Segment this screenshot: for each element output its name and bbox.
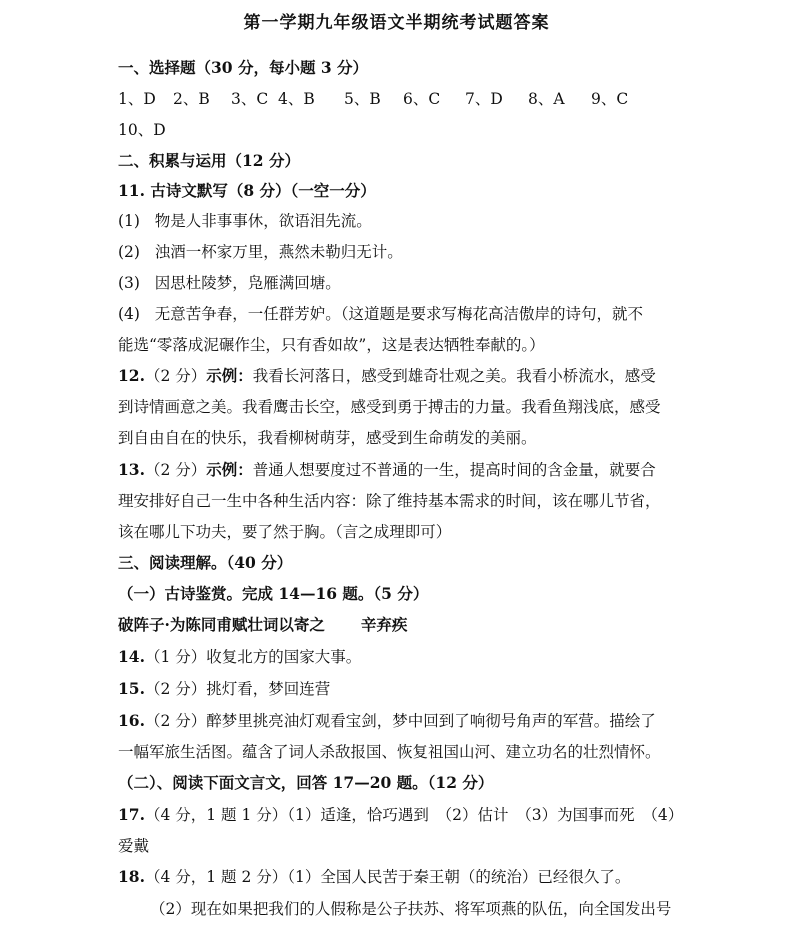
answer-5: 5、B	[344, 90, 381, 108]
q14-line	[118, 647, 361, 667]
answer-2: 2、B	[173, 90, 210, 108]
q16-text-1: （2 分）醉梦里挑亮油灯观看宝剑，梦中回到了响彻号角声的军营。描绘了	[144, 712, 656, 730]
q16-num: 16.	[118, 711, 145, 730]
answer-7: 7、D	[465, 90, 503, 108]
q11-item-1	[118, 211, 372, 231]
section-3-heading: 三、阅读理解。（40 分）	[118, 553, 293, 572]
q14-text: （1 分）收复北方的国家大事。	[144, 648, 362, 666]
section-1-heading: 一、选择题（30 分，每小题 3 分）	[118, 58, 369, 77]
q11-item-1-text: 物是人非事事休，欲语泪先流。	[154, 212, 372, 230]
q18-num: 18.	[118, 867, 145, 886]
q17-text-1: （4 分，1 题 1 分）（1）适逢，恰巧遇到 （2）估计 （3）为国事而死 （4）	[144, 806, 684, 824]
answer-8: 8、A	[528, 90, 565, 108]
q17-line-1	[118, 805, 683, 825]
q15-text: （2 分）挑灯看，梦回连营	[144, 680, 331, 698]
q13-score: （2 分）	[144, 461, 207, 479]
q11-item-4	[118, 304, 643, 324]
answer-1: 1、D	[118, 90, 156, 108]
q13-num: 13.	[118, 460, 145, 479]
q11-item-1-num: (1)	[118, 212, 140, 230]
q11-item-2-num: (2)	[118, 243, 140, 261]
answer-3: 3、C	[231, 90, 269, 108]
q11-note-continued: 能选“零落成泥碾作尘，只有香如故”，这是表达牺牲奉献的。）	[118, 336, 545, 354]
poem-author: 辛弃疾	[360, 615, 408, 634]
q12-num: 12.	[118, 366, 145, 385]
q18-text-1: （4 分，1 题 2 分）（1）全国人民苦于秦王朝（的统治）已经很久了。	[144, 868, 631, 886]
q15-num: 15.	[118, 679, 145, 698]
q12-text-1: 我看长河落日，感受到雄奇壮观之美。我看小桥流水，感受	[252, 367, 656, 385]
answer-4: 4、B	[278, 90, 315, 108]
q11-item-4-num: (4)	[118, 305, 140, 323]
q13-line-1	[118, 460, 656, 480]
q11-item-3-text: 因思杜陵梦，凫雁满回塘。	[154, 274, 341, 292]
q11-item-2-text: 浊酒一杯家万里，燕然未勒归无计。	[154, 243, 403, 261]
q16-line-1	[118, 711, 656, 731]
q13-text-1: 普通人想要度过不普通的一生，提高时间的含金量，就要合	[252, 461, 656, 479]
q12-line-2: 到诗情画意之美。我看鹰击长空，感受到勇于搏击的力量。我看鱼翔浅底，感受	[118, 398, 661, 416]
q18-line-1	[118, 867, 630, 887]
subsection-1-heading: （一）古诗鉴赏。完成 14—16 题。（5 分）	[118, 584, 429, 603]
q13-label: 示例：	[206, 460, 253, 479]
q18-line-2: （2）现在如果把我们的人假称是公子扶苏、将军项燕的队伍，向全国发出号	[150, 900, 672, 918]
q13-line-3: 该在哪儿下功夫，要了然于胸。（言之成理即可）	[118, 523, 452, 541]
q12-score: （2 分）	[144, 367, 207, 385]
answer-6: 6、C	[403, 90, 441, 108]
q11-item-3	[118, 273, 341, 293]
poem-title-line	[118, 615, 407, 635]
q12-label: 示例：	[206, 366, 253, 385]
answer-9: 9、C	[591, 90, 629, 108]
subsection-2-heading: （二）、阅读下面文言文，回答 17—20 题。（12 分）	[118, 773, 494, 792]
q11-item-3-num: (3)	[118, 274, 140, 292]
q12-line-1	[118, 366, 656, 386]
q11-item-4-text: 无意苦争春，一任群芳妒。（这道题是要求写梅花高洁傲岸的诗句，就不	[154, 305, 644, 323]
answer-10: 10、D	[118, 121, 166, 139]
q11-item-2	[118, 242, 403, 262]
q12-line-3: 到自由自在的快乐，我看柳树萌芽，感受到生命萌发的美丽。	[118, 429, 537, 447]
q11-heading: 11. 古诗文默写（8 分）（一空一分）	[118, 181, 376, 200]
q15-line	[118, 679, 330, 699]
section-2-heading: 二、积累与运用（12 分）	[118, 151, 300, 170]
q17-line-2: 爱戴	[118, 837, 150, 855]
q13-line-2: 理安排好自己一生中各种生活内容：除了维持基本需求的时间，该在哪儿节省，	[118, 492, 661, 510]
q17-num: 17.	[118, 805, 145, 824]
q16-line-2: 一幅军旅生活图。蕴含了词人杀敌报国、恢复祖国山河、建立功名的壮烈情怀。	[118, 743, 661, 761]
page-title: 第一学期九年级语文半期统考试题答案	[243, 13, 550, 33]
q14-num: 14.	[118, 647, 145, 666]
poem-title: 破阵子·为陈同甫赋壮词以寄之	[118, 615, 325, 634]
